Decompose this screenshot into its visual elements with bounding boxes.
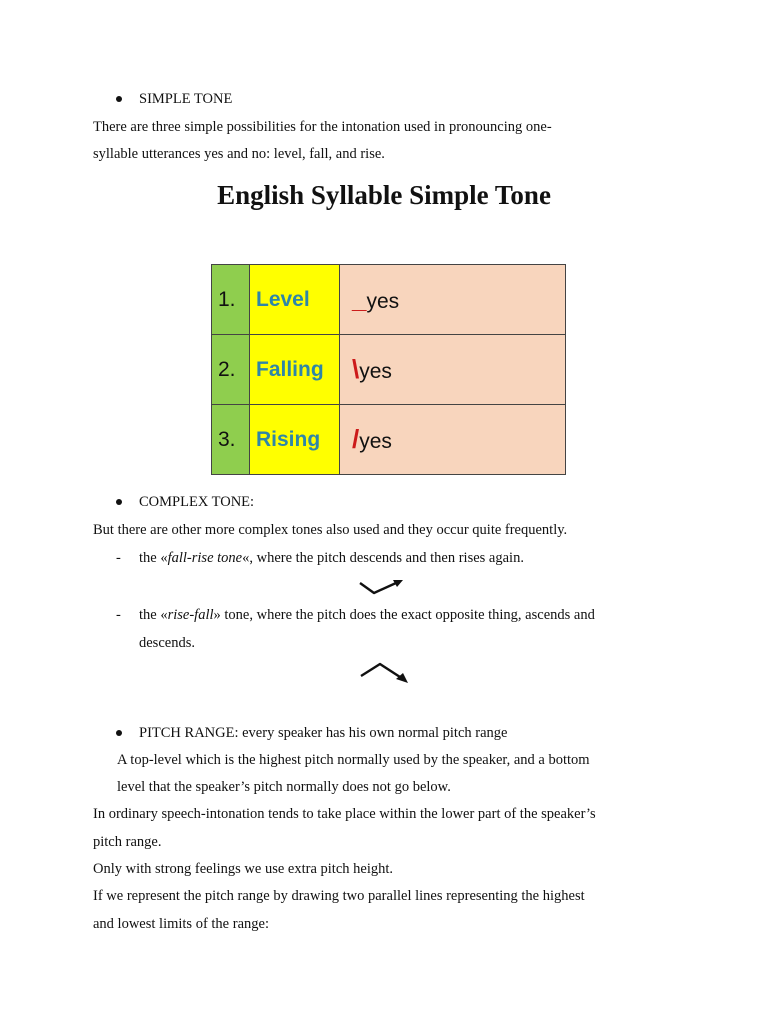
tone-name: Rising <box>256 427 321 451</box>
bullet-complex-tone <box>116 499 122 505</box>
heading-complex-tone: COMPLEX TONE: <box>139 494 255 510</box>
example-word: yes <box>366 290 400 313</box>
table-row <box>212 405 566 475</box>
table-row <box>212 335 566 405</box>
bullet-pitch-range <box>116 730 122 736</box>
fall-rise-arrow-icon <box>356 576 406 600</box>
row-number: 3. <box>218 427 236 451</box>
paragraph-line: and lowest limits of the range: <box>93 916 269 932</box>
list-item-fall-rise: the «fall-rise tone«, where the pitch descends and then rises again. <box>139 550 524 566</box>
figure-title: English Syllable Simple Tone <box>217 180 551 210</box>
paragraph-line: Only with strong feelings we use extra pitch height. <box>93 861 394 877</box>
paragraph-line: level that the speaker’s pitch normally does not go below. <box>117 779 451 795</box>
list-dash: - <box>116 550 121 566</box>
heading-simple-tone: SIMPLE TONE <box>139 91 233 107</box>
tone-mark: _ <box>352 284 367 314</box>
list-item-rise-fall: the «rise-fall» tone, where the pitch does the exact opposite thing, ascends and <box>139 607 595 623</box>
row-number: 2. <box>218 357 236 381</box>
list-item-rise-fall-cont: descends. <box>139 635 195 651</box>
list-dash: - <box>116 607 121 623</box>
row-number: 1. <box>218 287 236 311</box>
paragraph-line: A top-level which is the highest pitch normally used by the speaker, and a bottom <box>117 752 590 768</box>
table-row <box>212 265 566 335</box>
paragraph-line: If we represent the pitch range by drawing two parallel lines representing the highest <box>93 888 585 904</box>
tone-mark: \ <box>352 354 360 384</box>
bullet-simple-tone <box>116 96 122 102</box>
paragraph-line: In ordinary speech-intonation tends to take place within the lower part of the speaker’s <box>93 806 596 822</box>
example-word: yes <box>359 360 392 383</box>
rise-fall-arrow-icon <box>358 659 412 685</box>
heading-pitch-range: PITCH RANGE: every speaker has his own normal pitch range <box>139 725 508 741</box>
example-word: yes <box>359 430 392 453</box>
tone-name: Falling <box>256 357 324 381</box>
simple-tone-table <box>211 264 566 475</box>
tone-mark: / <box>352 424 360 454</box>
paragraph-line: pitch range. <box>93 834 162 850</box>
tone-name: Level <box>256 287 310 311</box>
paragraph-line: There are three simple possibilities for the intonation used in pronouncing one- <box>93 119 552 135</box>
paragraph-line: syllable utterances yes and no: level, fall, and rise. <box>93 146 385 162</box>
paragraph-line: But there are other more complex tones also used and they occur quite frequently. <box>93 522 568 538</box>
